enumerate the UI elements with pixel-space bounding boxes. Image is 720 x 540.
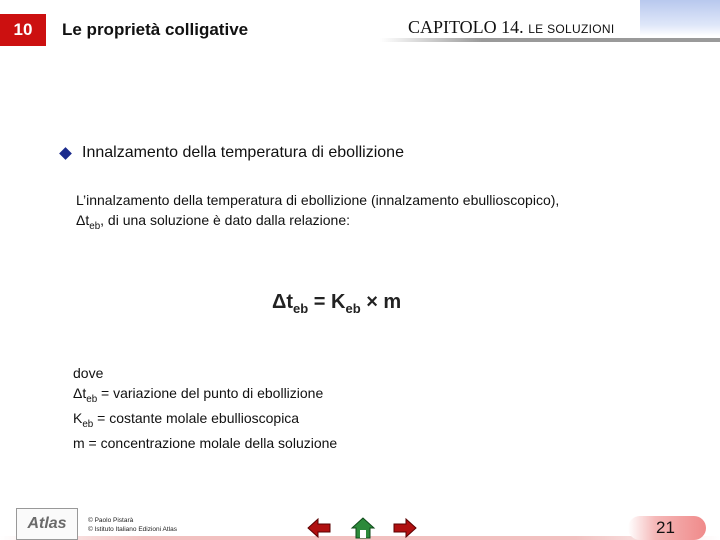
def-subscript: eb <box>82 418 94 430</box>
definitions-intro: dove <box>73 365 104 381</box>
boiling-point-formula <box>272 291 401 316</box>
diamond-bullet-icon <box>59 147 72 160</box>
arrow-left-icon[interactable] <box>306 516 332 540</box>
chapter-subject: LE SOLUZIONI <box>528 22 615 36</box>
formula-times: × m <box>360 291 402 313</box>
formula-lhs-sub: eb <box>293 301 309 316</box>
formula-k: K <box>331 291 346 313</box>
credit-author: © Paolo Pistarà <box>88 517 134 524</box>
bullet-heading <box>58 144 404 162</box>
definition-delta-t <box>73 384 337 409</box>
formula-lhs: Δt <box>272 291 294 313</box>
def-text: = costante molale ebullioscopica <box>93 409 300 426</box>
def-symbol: K <box>73 409 83 426</box>
intro-rest: , di una soluzione è dato dalla relazione: <box>100 212 350 228</box>
page-number: 21 <box>656 518 675 537</box>
def-text: = variazione del punto di ebollizione <box>97 384 324 401</box>
intro-sub: eb <box>89 220 101 232</box>
formula-k-sub: eb <box>345 301 361 316</box>
logo-text: Atlas <box>27 515 67 532</box>
intro-paragraph <box>76 190 559 237</box>
corner-decoration <box>640 0 720 36</box>
header-divider <box>380 38 720 42</box>
bullet-heading-text: Innalzamento della temperatura di ebollizione <box>82 144 404 161</box>
section-number: 10 <box>13 20 33 39</box>
intro-line-1: L’innalzamento della temperatura di ebollizione (innalzamento ebullioscopico), <box>76 192 560 208</box>
atlas-logo <box>16 508 78 540</box>
credits <box>88 516 177 534</box>
intro-delta: Δt <box>76 212 90 228</box>
section-title: Le proprietà colligative <box>62 20 249 39</box>
definition-k <box>73 409 337 434</box>
formula-eq: = <box>308 291 332 313</box>
credit-publisher: © Istituto Italiano Edizioni Atlas <box>88 526 177 533</box>
intro-line-2 <box>76 210 559 237</box>
definitions-list <box>73 364 337 454</box>
home-icon[interactable] <box>350 516 376 540</box>
definition-m: m = concentrazione molale della soluzione <box>73 435 338 452</box>
def-symbol: Δt <box>73 384 87 401</box>
arrow-right-icon[interactable] <box>392 516 418 540</box>
chapter-label: CAPITOLO 14. <box>408 17 524 37</box>
chapter-heading <box>408 17 614 38</box>
def-subscript: eb <box>86 393 98 405</box>
section-number-badge <box>0 14 46 46</box>
